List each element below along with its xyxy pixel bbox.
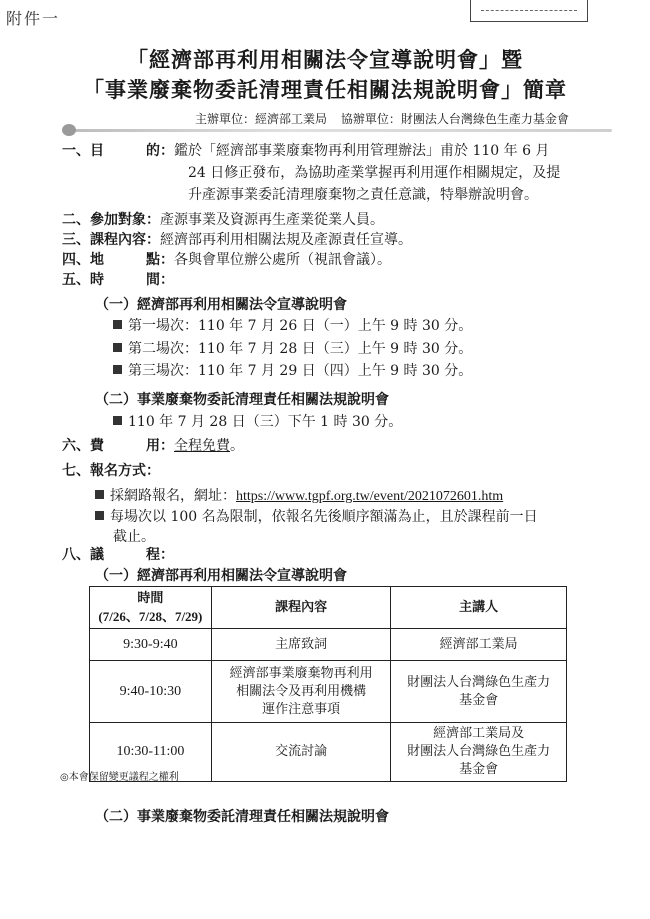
co-host-organizer: 協辦單位：財團法人台灣綠色生產力基金會: [340, 112, 569, 126]
session-item: 第一場次：110 年 7 月 26 日（一）上午 9 時 30 分。: [113, 316, 472, 337]
table-row: 10:30-11:00 交流討論 經濟部工業局及 財團法人台灣綠色生產力 基金會: [90, 723, 567, 782]
square-bullet-icon: [113, 416, 122, 425]
agenda-note: ◎本會保留變更議程之權利: [60, 772, 179, 783]
corner-stamp-box: [470, 0, 588, 22]
registration-item: 每場次以 100 名為限制，依報名先後順序額滿為止，且於課程前一日: [95, 507, 538, 528]
time-sub-heading-2: （二）事業廢棄物委託清理責任相關法規說明會: [95, 392, 389, 408]
table-header-row: [90, 587, 567, 629]
registration-item: 採網路報名，網址：https://www.tgpf.org.tw/event/2021072601.htm: [95, 486, 503, 507]
registration-link[interactable]: https://www.tgpf.org.tw/event/2021072601.htm: [236, 489, 504, 504]
registration-item-cont: 截止。: [113, 529, 155, 545]
section-time: 五、時 間：: [62, 272, 174, 288]
purpose-text-3: 升產源事業委託清理廢棄物之責任意識，特舉辦說明會。: [188, 187, 538, 203]
session-item: 第二場次：110 年 7 月 28 日（三）上午 9 時 30 分。: [113, 339, 472, 360]
time-sub-heading-1: （一）經濟部再利用相關法令宣導說明會: [95, 297, 347, 313]
purpose-text-1: 鑑於「經濟部事業廢棄物再利用管理辦法」甫於 110 年 6 月: [174, 143, 550, 159]
host-organizer: 主辦單位：經濟部工業局: [195, 112, 328, 126]
section-purpose: 一、目 的：鑑於「經濟部事業廢棄物再利用管理辦法」甫於 110 年 6 月: [62, 143, 550, 159]
square-bullet-icon: [113, 343, 122, 352]
header-time: 時間 (7/26、7/28、7/29): [90, 587, 212, 629]
header-content: 課程內容: [211, 587, 391, 629]
agenda-table: [89, 586, 567, 782]
divider-knob-icon: [62, 124, 76, 136]
divider-bar: [72, 129, 612, 132]
decorative-divider: [62, 124, 617, 136]
section-agenda: 八、議 程：: [62, 547, 174, 563]
agenda-sub-heading-1: （一）經濟部再利用相關法令宣導說明會: [95, 568, 347, 584]
square-bullet-icon: [113, 365, 122, 374]
purpose-text-2: 24 日修正發布，為協助產業掌握再利用運作相關規定，及提: [188, 165, 561, 181]
square-bullet-icon: [113, 320, 122, 329]
section-audience: 二、參加對象：產源事業及資源再生產業從業人員。: [62, 212, 384, 228]
agenda-sub-heading-2: （二）事業廢棄物委託清理責任相關法規說明會: [95, 809, 389, 825]
section-fee: 六、費 用：全程免費。: [62, 438, 244, 454]
title-line-1: 「經濟部再利用相關法令宣導說明會」暨: [127, 47, 523, 72]
header-speaker: 主講人: [391, 587, 567, 629]
section-course-content: 三、課程內容：經濟部再利用相關法規及產源責任宣導。: [62, 232, 412, 248]
section-registration: 七、報名方式：: [62, 463, 160, 479]
attachment-label: 附件一: [6, 9, 61, 28]
square-bullet-icon: [95, 490, 104, 499]
session-item: 110 年 7 月 28 日（三）下午 1 時 30 分。: [113, 412, 402, 433]
title-line-2: 「事業廢棄物委託清理責任相關法規說明會」簡章: [83, 77, 567, 102]
fee-text: 全程免費: [174, 438, 230, 454]
session-item: 第三場次：110 年 7 月 29 日（四）上午 9 時 30 分。: [113, 361, 472, 382]
section-location: 四、地 點：各與會單位辦公處所（視訊會議）。: [62, 252, 391, 268]
table-row: 9:40-10:30 經濟部事業廢棄物再利用 相關法令及再利用機構 運作注意事項 財團法人台灣綠色生產力 基金會: [90, 661, 567, 723]
table-row: 9:30-9:40 主席致詞 經濟部工業局: [90, 629, 567, 661]
square-bullet-icon: [95, 511, 104, 520]
